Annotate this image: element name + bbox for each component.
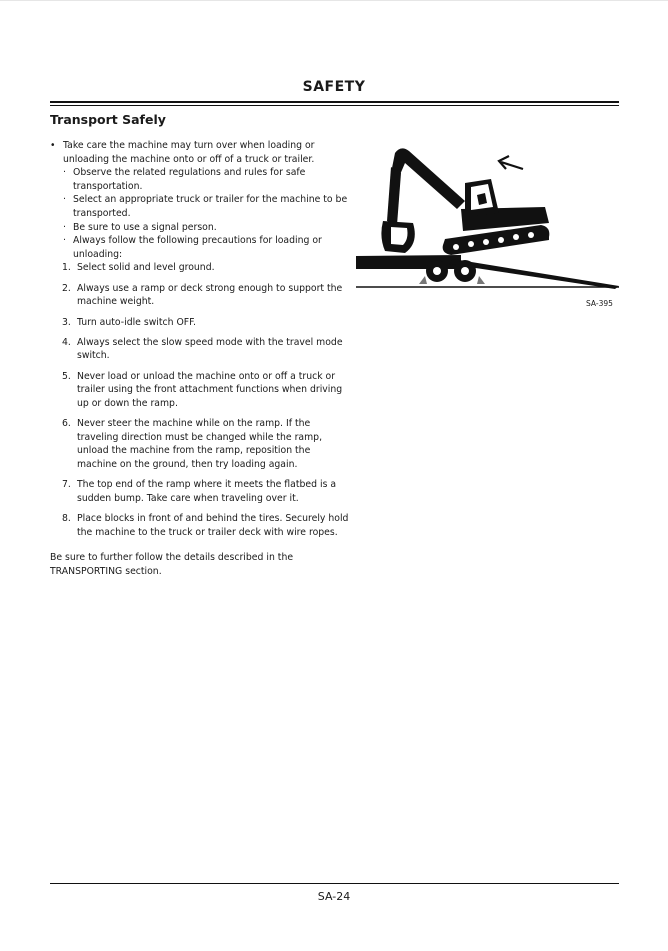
- step-item: [50, 512, 350, 539]
- page-header-title: SAFETY: [302, 79, 366, 95]
- excavator-track: [443, 225, 550, 255]
- wheel-block: [419, 276, 427, 284]
- top-edge-rule: [0, 0, 668, 1]
- sub-bullet-text: Select an appropriate truck or trailer for the machine to be transported.: [73, 194, 348, 219]
- direction-arrow-icon: [499, 156, 523, 169]
- numbered-steps: [50, 261, 350, 539]
- step-number: 3.: [62, 316, 71, 328]
- step-number: 7.: [62, 479, 71, 491]
- sub-bullet-text: Always follow the following precautions for loading or unloading:: [73, 235, 322, 260]
- header-rule-thin: [50, 105, 619, 106]
- sub-bullet-dot: ·: [63, 235, 66, 247]
- sub-bullet: [50, 166, 350, 193]
- sub-bullet-text: Be sure to use a signal person.: [73, 221, 217, 233]
- header-rule-thick: [50, 101, 619, 103]
- footer-rule: [50, 883, 619, 884]
- intro-bullet-text: Take care the machine may turn over when loading or unloading the machine onto or off of a truck or trailer.: [63, 140, 315, 165]
- step-item: [50, 282, 350, 309]
- sub-bullet-dot: ·: [63, 194, 66, 206]
- step-text: Select solid and level ground.: [77, 262, 215, 274]
- step-text: Turn auto-idle switch OFF.: [77, 316, 196, 328]
- step-number: 5.: [62, 370, 71, 382]
- excavator-boom: [391, 148, 465, 209]
- closing-note: Be sure to further follow the details described in the TRANSPORTING section.: [50, 552, 294, 577]
- step-item: [50, 370, 350, 411]
- wheel-block: [477, 276, 485, 284]
- step-text: Always select the slow speed mode with the travel mode switch.: [77, 336, 343, 362]
- step-number: 1.: [62, 262, 71, 274]
- sub-bullet-text: Observe the related regulations and rules for safe transportation.: [73, 167, 306, 192]
- bullet-dot: •: [50, 140, 56, 151]
- step-item: [50, 261, 350, 275]
- step-item: [50, 478, 350, 505]
- step-item: [50, 417, 350, 471]
- intro-bullet: [50, 139, 350, 166]
- body-text: [50, 139, 350, 588]
- step-number: 8.: [62, 513, 71, 525]
- sub-bullet: [50, 221, 350, 235]
- step-text: Always use a ramp or deck strong enough to support the machine weight.: [77, 282, 343, 308]
- step-number: 2.: [62, 282, 71, 294]
- figure-label: SA-395: [586, 299, 613, 308]
- excavator-loading-illustration: [353, 143, 623, 293]
- step-number: 6.: [62, 418, 71, 430]
- section-title: Transport Safely: [50, 112, 166, 127]
- sub-bullet: [50, 234, 350, 261]
- step-item: [50, 336, 350, 363]
- page-number: SA-24: [317, 890, 351, 903]
- step-number: 4.: [62, 336, 71, 348]
- sub-bullet: [50, 193, 350, 220]
- sub-bullet-dot: ·: [63, 221, 66, 233]
- excavator-arm: [387, 167, 401, 225]
- step-item: [50, 316, 350, 330]
- step-text: Place blocks in front of and behind the tires. Securely hold the machine to the truck or trailer deck with wire ropes.: [77, 513, 349, 538]
- step-text: The top end of the ramp where it meets the flatbed is a sudden bump. Take care when traveling over it.: [77, 479, 337, 504]
- step-text: Never load or unload the machine onto or off a truck or trailer using the front attachment functions when driving up or down the ramp.: [77, 370, 343, 409]
- step-text: Never steer the machine while on the ramp. If the traveling direction must be changed while the ramp, unload the machine from the ramp, reposition the machine on the ground, then try loading again.: [77, 418, 323, 470]
- sub-bullet-dot: ·: [63, 167, 66, 179]
